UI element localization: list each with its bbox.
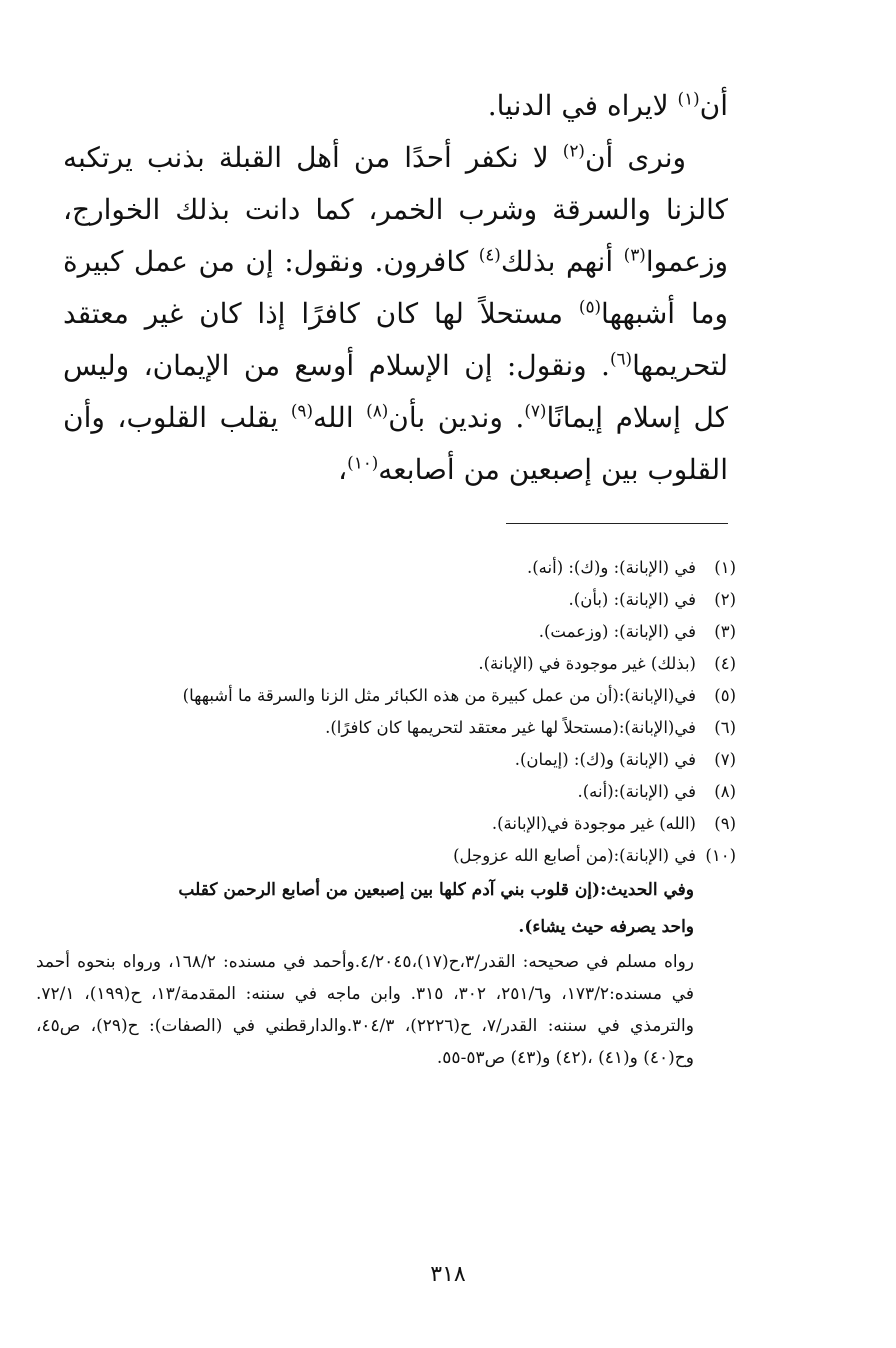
text-run: الله bbox=[313, 401, 367, 434]
text-run: ، bbox=[338, 453, 348, 486]
page-number: ٣١٨ bbox=[430, 1262, 466, 1287]
footnote-text: في (الإبانة):(من أصابع الله عزوجل) bbox=[453, 846, 696, 865]
footnote-item bbox=[36, 776, 736, 808]
footnote-separator bbox=[506, 523, 728, 524]
hadith-quote-line: واحد يصرفه حيث يشاء). bbox=[518, 917, 694, 937]
footnote-item bbox=[36, 680, 736, 712]
footnote-number: (٤) bbox=[714, 654, 736, 673]
footnote-item bbox=[36, 808, 736, 840]
footnote-item bbox=[36, 584, 736, 616]
footnote-marker[interactable]: (٦) bbox=[609, 348, 633, 369]
text-run: لايراه في الدنيا. bbox=[487, 89, 678, 122]
text-run: أنهم بذلك bbox=[500, 245, 624, 278]
footnote-item bbox=[36, 616, 736, 648]
footnote-text: في(الإبانة):(مستحلاً لها غير معتقد لتحريمها كان كافرًا). bbox=[325, 718, 696, 737]
footnote-number: (٩) bbox=[714, 814, 736, 833]
hadith-quote-line: وفي الحديث:(إن قلوب بني آدم كلها بين إصبعين من أصابع الرحمن كقلب bbox=[178, 880, 694, 900]
footnote-marker[interactable]: (٤) bbox=[478, 244, 501, 265]
footnote-item bbox=[36, 744, 736, 776]
footnote-marker[interactable]: (٣) bbox=[623, 244, 646, 265]
footnote-number: (٣) bbox=[714, 622, 736, 641]
footnote-text: في (الإبانة): (بأن). bbox=[568, 590, 696, 609]
footnote-number: (٨) bbox=[714, 782, 736, 801]
text-run: ونرى أن bbox=[584, 141, 687, 174]
footnote-marker[interactable]: (٢) bbox=[562, 140, 585, 161]
footnote-marker[interactable]: (٩) bbox=[290, 400, 313, 421]
footnote-marker[interactable]: (٧) bbox=[524, 400, 547, 421]
footnote-item bbox=[36, 552, 736, 584]
footnote-marker[interactable]: (١) bbox=[677, 88, 700, 109]
text-run: . ونقول: إن الإسلام أوسع من الإيمان، وليس كل إسلام إيمانًا bbox=[63, 349, 728, 434]
paragraph-2 bbox=[63, 132, 728, 496]
footnote-text: في (الإبانة):(أنه). bbox=[577, 782, 696, 801]
text-run: أن bbox=[699, 89, 728, 122]
footnote-number: (٧) bbox=[714, 750, 736, 769]
footnote-item bbox=[36, 648, 736, 680]
footnote-marker[interactable]: (٥) bbox=[578, 296, 602, 317]
footnote-marker[interactable]: (٨) bbox=[366, 400, 389, 421]
footnote-text: في (الإبانة): و(ك): (أنه). bbox=[526, 558, 696, 577]
text-run: . وندين بأن bbox=[388, 401, 525, 434]
footnote-number: (٢) bbox=[714, 590, 736, 609]
footnote-text: (بذلك) غير موجودة في (الإبانة). bbox=[478, 654, 696, 673]
main-text bbox=[63, 80, 728, 496]
text-run: لا نكفر أحدًا من أهل القبلة بذنب يرتكبه كالزنا والسرقة وشرب الخمر، كما دانت بذلك الخوارج، وزعموا bbox=[63, 141, 728, 278]
text-run: يقلب القلوب، وأن القلوب بين إصبعين من أصابعه bbox=[63, 401, 728, 486]
footnote-number: (١٠) bbox=[705, 846, 736, 865]
footnote-number: (٦) bbox=[714, 718, 736, 737]
footnote-text: في (الإبانة) و(ك): (إيمان). bbox=[514, 750, 696, 769]
footnote-text: في(الإبانة):(أن من عمل كبيرة من هذه الكبائر مثل الزنا والسرقة ما أشبهها) bbox=[182, 686, 696, 705]
footnote-number: (٥) bbox=[714, 686, 736, 705]
hadith-references: رواه مسلم في صحيحه: القدر/٣،ح(١٧)،٤/٢٠٤٥.وأحمد في مسنده: ١٦٨/٢، ورواه بنحوه أحمد في مسنده:١٧٣/٢، و٢٥١/٦، ٣٠٢، ٣١٥. وابن ماجه في سننه: المقدمة/١٣، ح(١٩٩)، ٧٢/١. والترمذي في سننه: القدر/٧، ح(٢٢٢٦)، ٣٠٤/٣.والدارقطني في (الصفات): ح(٢٩)، ص٤٥، وح(٤٠) و(٤١) ،(٤٢) و(٤٣) ص٥٣-٥٥. bbox=[36, 952, 695, 1068]
text-run: كافرون. ونقول: إن من عمل كبيرة وما أشبهها bbox=[63, 245, 729, 330]
footnote-number: (١) bbox=[714, 558, 736, 577]
footnote-text: في (الإبانة): (وزعمت). bbox=[538, 622, 696, 641]
footnote-item bbox=[36, 840, 736, 872]
footnote-marker[interactable]: (١٠) bbox=[347, 452, 379, 473]
text-run: مستحلاً لها كان كافرًا إذا كان غير معتقد لتحريمها bbox=[63, 297, 728, 382]
footnotes bbox=[36, 552, 736, 1074]
footnote-item bbox=[36, 712, 736, 744]
footnote-text: (الله) غير موجودة في(الإبانة). bbox=[491, 814, 696, 833]
paragraph-1 bbox=[63, 80, 728, 132]
